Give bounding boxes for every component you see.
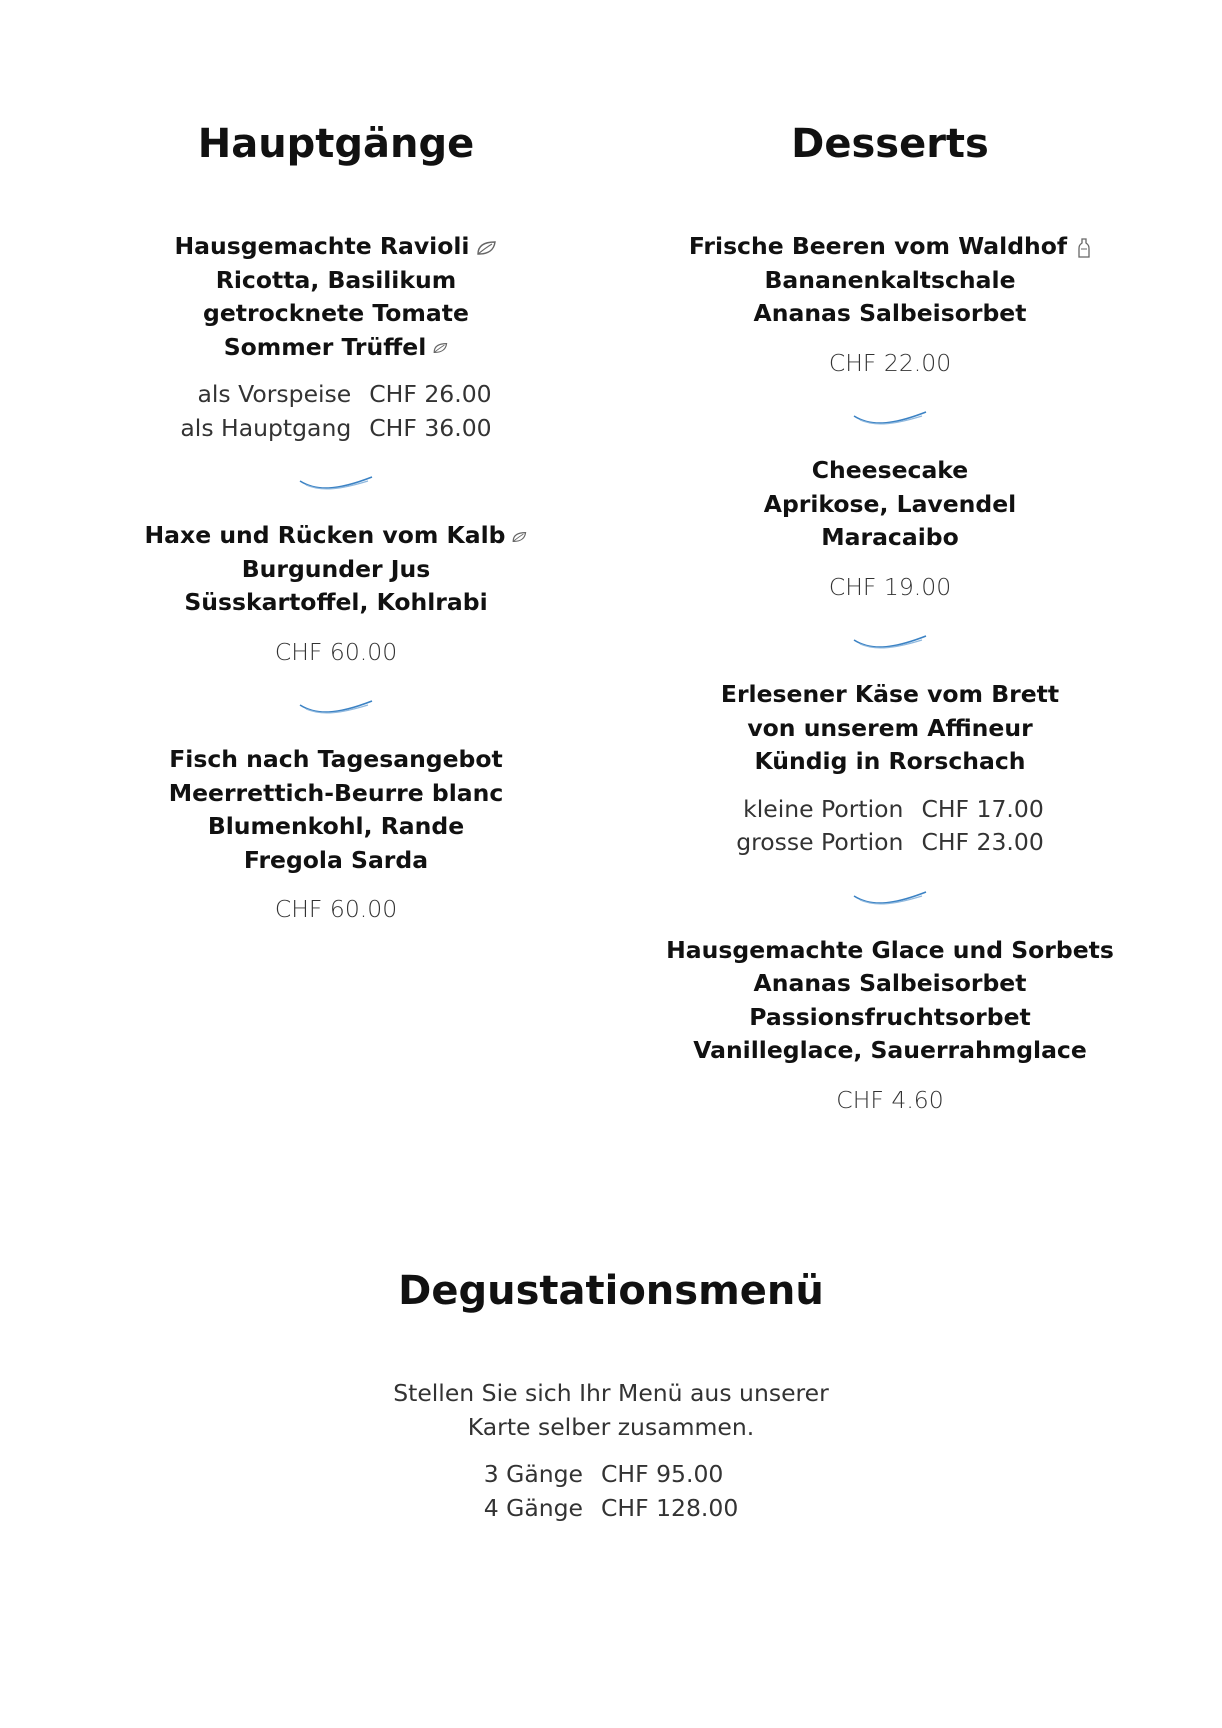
price-value: CHF 4.60: [836, 1085, 944, 1114]
price-label: grosse Portion: [736, 828, 904, 856]
main-courses-column: [76, 118, 596, 927]
dish-line: Sommer Trüffel: [223, 332, 427, 361]
price-label: als Vorspeise: [197, 380, 352, 408]
degustation-section: [0, 1265, 1222, 1525]
price-value: CHF 26.00: [369, 380, 492, 408]
dish-line: getrocknete Tomate: [203, 299, 469, 327]
dish-line: Süsskartoffel, Kohlrabi: [184, 588, 488, 616]
leaf-icon: [432, 341, 448, 355]
dish-line: Passionsfruchtsorbet: [749, 1002, 1031, 1031]
wave-divider-icon: [298, 471, 374, 497]
dish-ravioli: [76, 230, 596, 445]
dish-fish: [76, 743, 596, 927]
dish-line: Hausgemachte Ravioli: [174, 232, 470, 260]
dish-berries: [630, 230, 1150, 380]
dish-line: Erlesener Käse vom Brett: [720, 680, 1060, 708]
wave-divider-icon: [852, 406, 928, 432]
price-label: als Hauptgang: [180, 413, 352, 442]
description-line: Stellen Sie sich Ihr Menü aus unserer: [393, 1379, 829, 1407]
dish-line: Blumenkohl, Rande: [207, 812, 465, 840]
degustation-description: [0, 1377, 1222, 1444]
bottle-icon: [1077, 237, 1091, 259]
dish-ice-cream: [630, 934, 1150, 1118]
dish-veal: [76, 519, 596, 669]
price-value: CHF 36.00: [369, 413, 492, 442]
price-value: CHF 128.00: [601, 1493, 739, 1522]
dish-cheesecake: [630, 454, 1150, 604]
dish-line: Kündig in Rorschach: [754, 747, 1026, 775]
description-line: Karte selber zusammen.: [467, 1412, 755, 1441]
dish-line: Maracaibo: [821, 523, 959, 551]
price-value: CHF 19.00: [828, 572, 952, 601]
dish-line: Bananenkaltschale: [764, 265, 1016, 294]
leaf-icon: [475, 239, 497, 257]
price-value: CHF 22.00: [828, 348, 952, 377]
leaf-icon: [511, 530, 527, 544]
dish-line: Cheesecake: [811, 456, 969, 484]
wave-divider-icon: [852, 886, 928, 912]
wave-divider-icon: [852, 630, 928, 656]
dish-line: Ananas Salbeisorbet: [753, 299, 1027, 327]
dish-line: Hausgemachte Glace und Sorbets: [666, 935, 1114, 964]
dish-line: Ricotta, Basilikum: [215, 265, 457, 294]
dish-line: Meerrettich-Beurre blanc: [168, 778, 504, 807]
dish-line: Haxe und Rücken vom Kalb: [144, 521, 506, 549]
price-value: CHF 60.00: [274, 895, 398, 923]
price-value: CHF 23.00: [921, 828, 1044, 856]
dish-line: Frische Beeren vom Waldhof: [688, 232, 1068, 260]
price-label: kleine Portion: [743, 794, 904, 823]
price-table: [484, 1458, 739, 1525]
price-value: CHF 60.00: [274, 637, 398, 666]
price-value: CHF 95.00: [601, 1460, 724, 1488]
dish-line: Fisch nach Tagesangebot: [169, 745, 503, 773]
desserts-title: Desserts: [791, 121, 989, 167]
desserts-column: [630, 118, 1150, 1117]
price-label: 3 Gänge: [483, 1460, 583, 1488]
dish-line: Burgunder Jus: [241, 554, 431, 583]
dish-line: Aprikose, Lavendel: [763, 489, 1017, 518]
dish-line: Fregola Sarda: [243, 845, 429, 874]
dish-line: von unserem Affineur: [747, 713, 1033, 742]
price-value: CHF 17.00: [921, 794, 1044, 823]
dish-line: Vanilleglace, Sauerrahmglace: [693, 1036, 1087, 1064]
dish-cheese-board: [630, 678, 1150, 860]
dish-line: Ananas Salbeisorbet: [753, 969, 1027, 997]
price-label: 4 Gänge: [483, 1493, 583, 1522]
main-courses-title: Hauptgänge: [197, 121, 475, 167]
price-table: [180, 378, 491, 445]
degustation-title: Degustationsmenü: [398, 1268, 824, 1314]
wave-divider-icon: [298, 695, 374, 721]
price-table: [736, 793, 1044, 860]
